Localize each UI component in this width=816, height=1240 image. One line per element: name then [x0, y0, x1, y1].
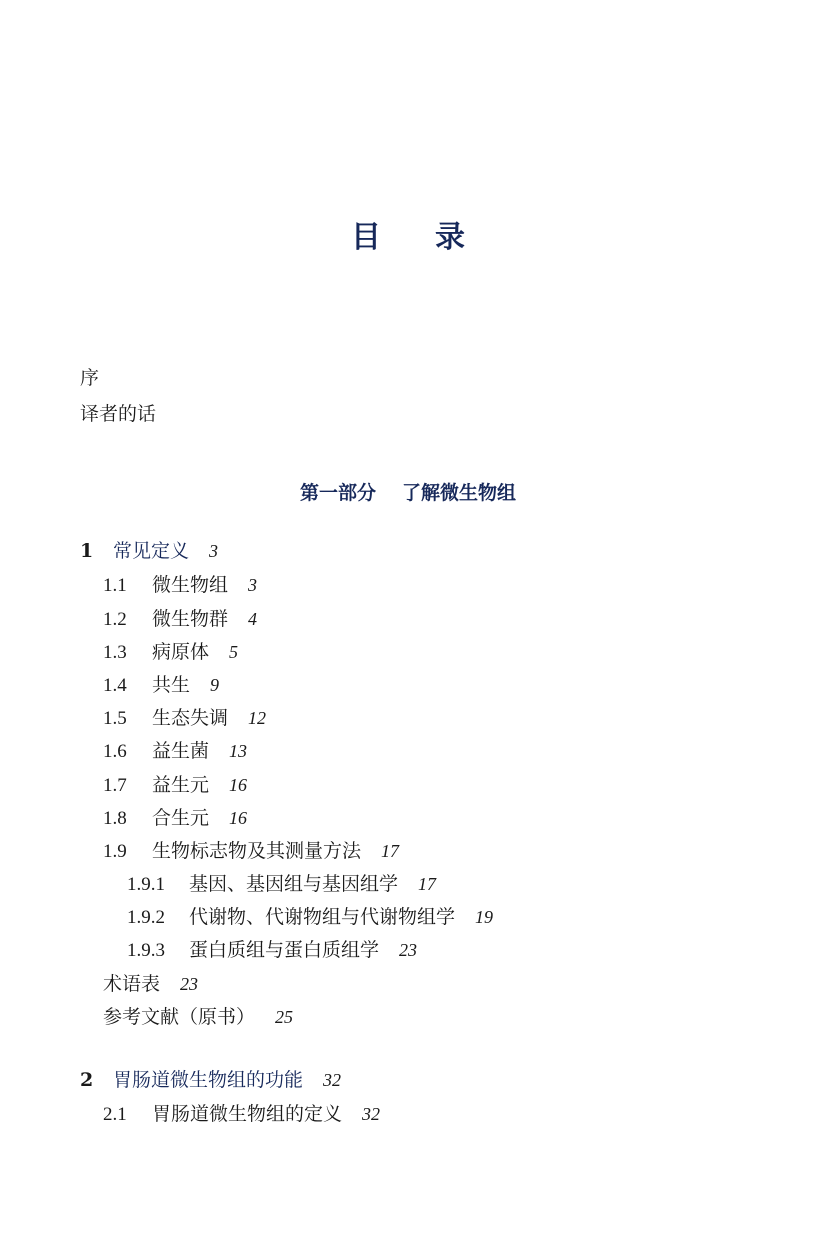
toc-page: 32 [362, 1104, 381, 1124]
toc-subsection[interactable] [127, 941, 417, 960]
toc-page: 17 [381, 841, 400, 861]
part-heading [0, 478, 816, 505]
part-title: 了解微生物组 [402, 482, 517, 504]
toc-chapter[interactable] [80, 1071, 341, 1090]
toc-number: 1.8 [103, 808, 127, 829]
toc-title: 微生物组 [152, 574, 229, 596]
page-title-char: 目 [351, 220, 381, 255]
toc-section[interactable] [103, 1105, 380, 1124]
toc-page: 13 [229, 741, 248, 761]
toc-title: 共生 [152, 674, 191, 696]
toc-page: 12 [248, 708, 267, 728]
toc-page: 19 [475, 907, 494, 927]
front-matter-preface[interactable]: 序 [80, 367, 100, 389]
toc-page: 17 [418, 874, 437, 894]
toc-title: 益生菌 [152, 740, 210, 762]
toc-number: 1.6 [103, 741, 127, 762]
toc-section[interactable] [103, 610, 257, 629]
toc-title: 蛋白质组与蛋白质组学 [189, 939, 380, 961]
toc-number: 2.1 [103, 1104, 127, 1125]
toc-number: 1.2 [103, 609, 127, 630]
toc-page: 23 [399, 940, 418, 960]
toc-title: 胃肠道微生物组的定义 [152, 1103, 343, 1125]
toc-page: 32 [323, 1070, 342, 1090]
toc-number: 1.7 [103, 775, 127, 796]
toc-title: 术语表 [103, 973, 161, 995]
toc-glossary[interactable] [103, 975, 198, 994]
toc-page: 5 [229, 642, 239, 662]
toc-title: 微生物群 [152, 608, 229, 630]
toc-section[interactable] [103, 742, 247, 761]
toc-section[interactable] [103, 776, 247, 795]
toc-title: 常见定义 [113, 540, 190, 562]
toc-title: 胃肠道微生物组的功能 [113, 1069, 304, 1091]
toc-section[interactable] [103, 576, 257, 595]
toc-page: 9 [210, 675, 220, 695]
toc-number: 2 [80, 1069, 94, 1091]
toc-page: 3 [248, 575, 258, 595]
toc-number: 1.1 [103, 575, 127, 596]
toc-title: 生物标志物及其测量方法 [152, 840, 362, 862]
toc-title: 参考文献（原书） [103, 1006, 256, 1028]
toc-number: 1.3 [103, 642, 127, 663]
toc-section[interactable] [103, 709, 266, 728]
toc-number: 1.9.3 [127, 940, 165, 961]
toc-section[interactable] [103, 643, 238, 662]
toc-number: 1.9 [103, 841, 127, 862]
toc-number: 1.9.2 [127, 907, 165, 928]
toc-references[interactable] [103, 1008, 293, 1027]
toc-number: 1.5 [103, 708, 127, 729]
toc-page: 3 [209, 541, 219, 561]
toc-number: 1 [80, 540, 94, 562]
toc-chapter[interactable] [80, 542, 218, 561]
toc-section[interactable] [103, 676, 219, 695]
page-title-char: 录 [435, 220, 465, 255]
toc-number: 1.9.1 [127, 874, 165, 895]
toc-section[interactable] [103, 809, 247, 828]
toc-page: 25 [275, 1007, 294, 1027]
toc-title: 生态失调 [152, 707, 229, 729]
toc-subsection[interactable] [127, 875, 436, 894]
toc-subsection[interactable] [127, 908, 493, 927]
toc-page: 16 [229, 808, 248, 828]
page-title [0, 212, 816, 256]
toc-number: 1.4 [103, 675, 127, 696]
toc-title: 代谢物、代谢物组与代谢物组学 [189, 906, 456, 928]
toc-title: 基因、基因组与基因组学 [189, 873, 399, 895]
front-matter-translator-note[interactable]: 译者的话 [80, 403, 157, 425]
toc-page: 16 [229, 775, 248, 795]
part-label: 第一部分 [299, 482, 376, 504]
toc-section[interactable] [103, 842, 399, 861]
toc-title: 病原体 [152, 641, 210, 663]
toc-page: 23 [180, 974, 199, 994]
toc-title: 合生元 [152, 807, 210, 829]
toc-title: 益生元 [152, 774, 210, 796]
toc-page: 4 [248, 609, 258, 629]
